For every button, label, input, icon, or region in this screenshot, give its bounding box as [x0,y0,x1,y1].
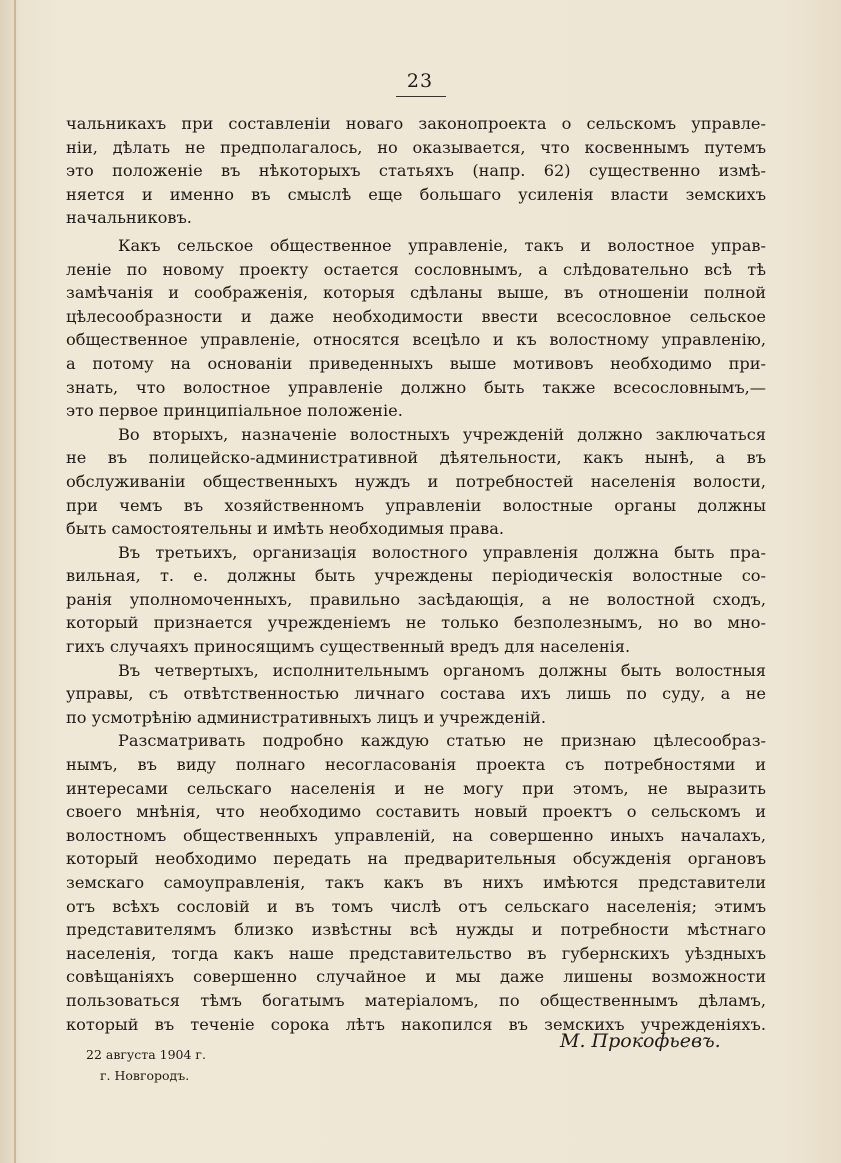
text-line: быть самостоятельны и имѣть необходимыя права. [66,519,505,539]
text-line: это положеніе въ нѣкоторыхъ статьяхъ (напр. 62) существенно измѣ- [66,161,766,181]
text-line: леніе по новому проекту остается сословнымъ, а слѣдовательно всѣ тѣ [66,259,766,279]
text-line: ранія уполномоченныхъ, правильно засѣдающія, а не волостной сходъ, [66,589,766,609]
body-text [66,112,766,1036]
text-line: управы, съ отвѣтственностью личнаго состава ихъ лишь по суду, а не [66,684,766,704]
text-line: нымъ, въ виду полнаго несогласованія проекта съ потребностями и [66,755,766,775]
text-line: чальникахъ при составленіи новаго законопроекта о сельскомъ управле- [66,114,766,133]
date-line: 22 августа 1904 г. [86,1047,206,1062]
text-line: который необходимо передать на предварительныя обсужденія органовъ [66,849,766,869]
text-line: вильная, т. е. должны быть учреждены періодическія волостные со- [66,566,766,586]
text-line: по усмотрѣнію административныхъ лицъ и учрежденій. [66,707,546,727]
text-line: который въ теченіе сорока лѣтъ накопился въ земскихъ учрежденіяхъ. [66,1014,766,1034]
page-number-rule [396,96,446,97]
text-line: Во вторыхъ, назначеніе волостныхъ учрежденій должно заключаться [118,424,766,444]
text-line: Какъ сельское общественное управленіе, такъ и волостное управ- [118,235,766,255]
text-line: пользоваться тѣмъ богатымъ матеріаломъ, по общественнымъ дѣламъ, [66,990,766,1010]
date-place-block [86,1044,206,1086]
text-line: при чемъ въ хозяйственномъ управленіи волостные органы должны [66,495,766,515]
text-line: Разсматривать подробно каждую статью не признаю цѣлесообраз- [118,731,766,751]
text-line: совѣщаніяхъ совершенно случайное и мы даже лишены возможности [66,967,766,987]
text-line: цѣлесообразности и даже необходимости ввести всесословное сельское [66,306,766,326]
text-line: своего мнѣнія, что необходимо составить новый проектъ о сельскомъ и [66,802,766,822]
text-line: интересами сельскаго населенія и не могу при этомъ, не выразить [66,778,766,798]
text-line: замѣчанія и соображенія, которыя сдѣланы выше, въ отношеніи полной [66,283,766,303]
text-line: представителямъ близко извѣстны всѣ нужды и потребности мѣстнаго [66,920,766,940]
text-line: населенія, тогда какъ наше представительство въ губернскихъ уѣздныхъ [66,943,766,963]
text-line: Въ четвертыхъ, исполнительнымъ органомъ должны быть волостныя [118,660,766,680]
binding-edge [14,0,16,1163]
author-signature: М. Прокофьевъ. [560,1030,721,1052]
text-line: общественное управленіе, относятся всецѣло и къ волостному управленію, [66,330,766,350]
text-line: Въ третьихъ, организація волостного управленія должна быть пра- [118,542,766,562]
text-line: а потому на основаніи приведенныхъ выше мотивовъ необходимо при- [66,353,766,373]
text-line: начальниковъ. [66,208,192,228]
text-line: волостномъ общественныхъ управленій, на совершенно иныхъ началахъ, [66,825,766,845]
text-line: няется и именно въ смыслѣ еще большаго усиленія власти земскихъ [66,184,766,204]
text-line: не въ полицейско-административной дѣятельности, какъ нынѣ, а въ [66,448,766,468]
page-number: 23 [406,70,434,92]
text-line: земскаго самоуправленія, такъ какъ въ нихъ имѣются представители [66,873,766,892]
text-line: отъ всѣхъ сословій и въ томъ числѣ отъ сельскаго населенія; этимъ [66,896,766,916]
text-line: знать, что волостное управленіе должно быть также всесословнымъ,— [66,377,766,397]
text-line: который признается учрежденіемъ не только безполезнымъ, но во мно- [66,613,766,633]
city-line: г. Новгородъ. [100,1068,190,1083]
text-line: ніи, дѣлать не предполагалось, но оказывается, что косвеннымъ путемъ [66,137,766,157]
text-line: это первое принципіальное положеніе. [66,401,403,421]
text-line: гихъ случаяхъ приносящимъ существенный вредъ для населенія. [66,637,631,657]
text-line: обслуживаніи общественныхъ нуждъ и потребностей населенія волости, [66,471,766,491]
